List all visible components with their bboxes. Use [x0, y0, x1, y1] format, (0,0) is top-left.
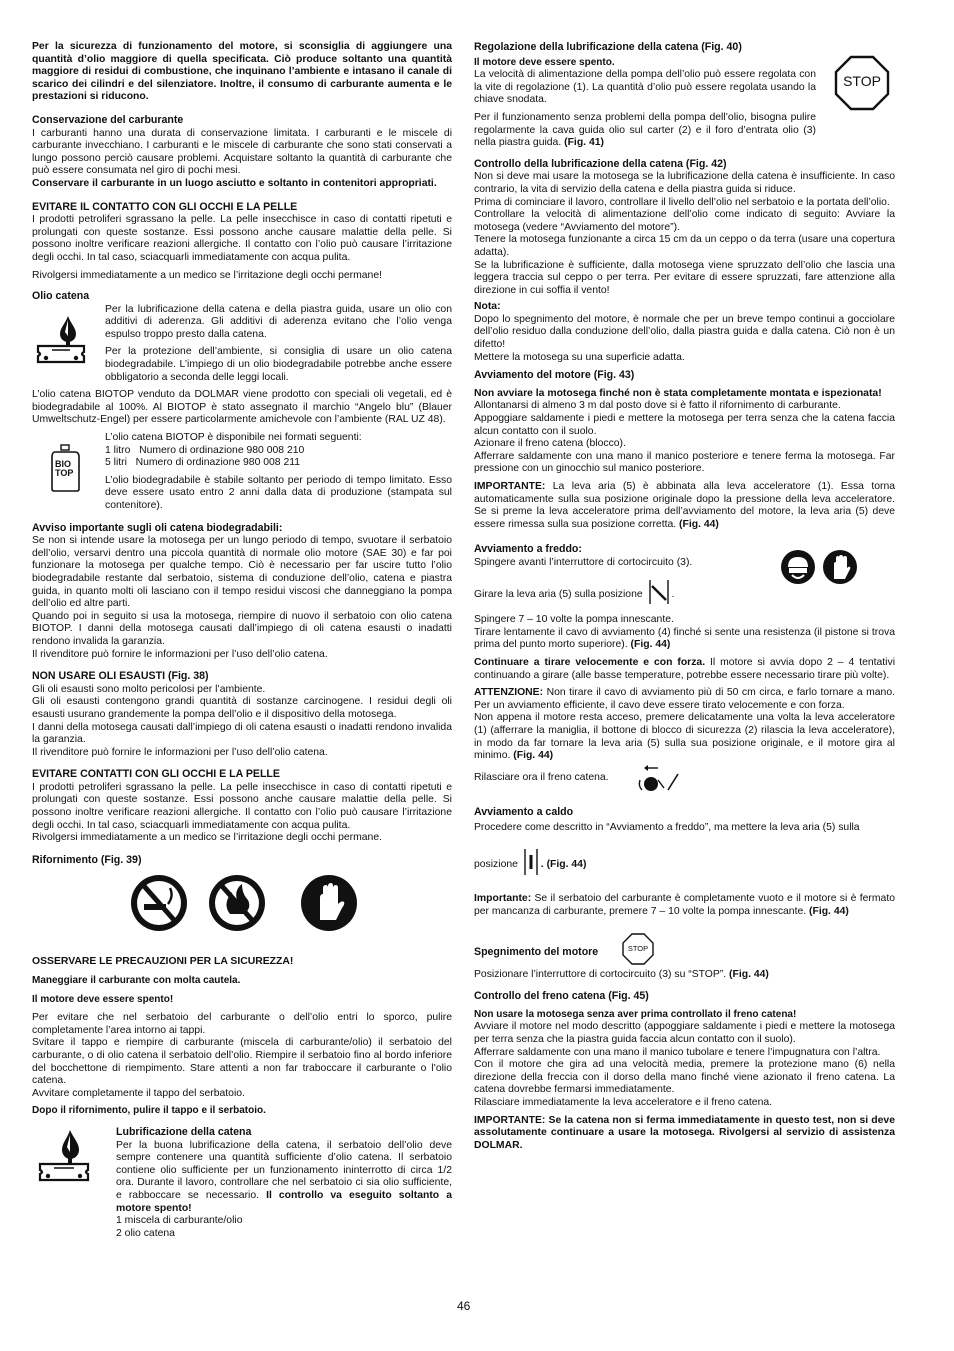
- chain-oil-p2: Per la protezione dell’ambiente, si consiglia di usare un olio catena biodegradabile. L’impiego di un olio biodegradabile potrebbe anche essere obbligatorio a seconda delle leggi locali.: [105, 346, 452, 383]
- cold-att-wrap: [474, 687, 895, 712]
- nota-label: Nota:: [474, 301, 501, 313]
- lube-paragraph: [116, 1140, 452, 1216]
- brake-l4: Rilasciare immediatamente la leva acceleratore e il freno catena.: [474, 1097, 773, 1108]
- brake-l2: Afferrare saldamente con una mano il manico tubolare e tenere l’impugnatura con l’altra.: [474, 1046, 881, 1058]
- warm-imp-text: Se il serbatoio del carburante è completamente vuoto e il motore si è fermato per mancanza di carburante, premere 7 – 10 volte la pompa innescante.: [474, 893, 895, 918]
- regulation-block: [474, 57, 895, 150]
- right-column: [474, 41, 895, 1157]
- cold-l2-end: .: [671, 588, 675, 600]
- oil-drop-chain-icon-2: [32, 1128, 96, 1195]
- cold-l1: Spingere avanti l’interruttore di cortocircuito (3).: [474, 556, 693, 568]
- chain-oil-block: [32, 304, 452, 385]
- regulation-heading: Regolazione della lubrificazione della catena (Fig. 40): [474, 41, 742, 53]
- brake-l3: Con il motore che gira ad una velocità media, premere la protezione mano (6) nella direzione della freccia con il dorso della mano finché viene azionato il freno catena. La catena dovrebbe fermarsi immediatamente.: [474, 1059, 895, 1096]
- start-l1: Allontanarsi di almeno 3 m dal posto dove si è fatto il rifornimento di carburante.: [474, 400, 841, 412]
- cold-p6: Rilasciare ora il freno catena.: [474, 771, 609, 783]
- intro-paragraph: Per la sicurezza di funzionamento del motore, si sconsiglia di aggiungere una quantità d’olio maggiore di quella specificata. Ciò produce soltanto una quantità maggiore di residui di combustione, che inquinano l’ambiente e intasano il canale di scarico dei cilindri e del silenziatore. Inoltre, il consumo di carburante aumenta e le prestazioni si riducono.: [32, 41, 452, 103]
- refuel-p1: Per evitare che nel serbatoio del carburante o dell’olio entri lo sporco, pulire completamente l’area intorno ai tappi.: [32, 1012, 452, 1036]
- regulation-p2: Per il funzionamento senza problemi della pompa dell’olio, bisogna pulire regolarmente la cava guida olio sul carter (2) e il foro d’entrata olio (3) nella piastra guida.: [474, 111, 816, 149]
- refuel-heading: Rifornimento (Fig. 39): [32, 853, 142, 866]
- cold-start-block: [474, 543, 895, 793]
- start-l4: Afferrare saldamente con una mano il manico posteriore e tenere ferma la motosega. Far pressione con un ginocchio sul manico posteriore.: [474, 450, 895, 475]
- cold-bold-lead: Continuare a tirare velocemente e con forza.: [474, 656, 706, 668]
- bio-notice-text3: Il rivenditore può fornire le informazioni per l’uso dell’olio catena.: [32, 648, 328, 660]
- bio-notice-heading: Avviso importante sugli oli catena biodegradabili:: [32, 521, 283, 534]
- brake-heading: Controllo del freno catena (Fig. 45): [474, 990, 649, 1003]
- skin2-heading: EVITARE CONTATTI CON GLI OCCHI E LA PELLE: [32, 768, 280, 781]
- biotop-1l: 1 litro Numero di ordinazione 980 008 210: [105, 444, 305, 456]
- warm-imp-label: Importante:: [474, 893, 532, 905]
- left-column: [32, 41, 452, 1240]
- waste-oil-l1: Gli oli esausti sono molto pericolosi per l’ambiente.: [32, 683, 266, 695]
- regulation-p2-wrap: [474, 112, 816, 150]
- regulation-p1: La velocità di alimentazione della pompa dell’olio può essere regolata con la vite di regolazione (1). La quantità d’olio può essere regolata usando la chiave snodata.: [474, 69, 816, 106]
- start-bold: Non avviare la motosega finché non è stata completamente montata e ispezionata!: [474, 387, 882, 399]
- cold-l4: Tirare lentamente il cavo di avviamento (4) finché si sente una resistenza (il pistone si trova prima del punto morto superiore).: [474, 626, 895, 651]
- warm-l1: Procedere come descritto in “Avviamento a freddo”, ma mettere la leva aria (5) sulla: [474, 822, 860, 834]
- lube-item-1: 1 miscela di carburante/olio: [116, 1215, 243, 1227]
- cold-p5-fig: (Fig. 44): [513, 750, 554, 762]
- warm-imp-fig: (Fig. 44): [809, 906, 849, 918]
- start-imp-wrap: [474, 481, 895, 531]
- lube-check-l3: Controllare la velocità di alimentazione dell’olio come indicato di seguito: Avviare la motosega (vedere “Avviamento del motore”).: [474, 209, 895, 233]
- start-l3: Azionare il freno catena (blocco).: [474, 438, 626, 450]
- chain-oil-p1: Per la lubrificazione della catena e della piastra guida, usare un olio con additivi di aderenza. Gli additivi di aderenza evitano che l’olio venga espulso troppo presto dalla catena.: [105, 303, 452, 340]
- choke-closed-icon: [646, 578, 672, 611]
- brake-bold: Non usare la motosega senza aver prima controllato il freno catena!: [474, 1008, 797, 1020]
- biotop-bottle-icon: [50, 444, 82, 497]
- cold-l4-fig: (Fig. 44): [630, 639, 671, 651]
- waste-oil-heading: NON USARE OLI ESAUSTI (Fig. 38): [32, 670, 209, 683]
- stop-engine-row: [474, 933, 895, 969]
- cold-att-label: ATTENZIONE:: [474, 687, 544, 699]
- chain-brake-release-icon: [634, 762, 682, 799]
- waste-oil-l4: Il rivenditore può fornire le informazioni per l’uso dell’olio catena.: [32, 746, 328, 758]
- start-l2: Appoggiare saldamente i piedi e mettere la motosega per terra senza che la catena faccia alcun contatto con il suolo.: [474, 413, 895, 437]
- chain-oil-p3: L’olio catena BIOTOP venduto da DOLMAR viene prodotto con speciali oli vegetali, ed è biodegradabile al 100%. Al BIOTOP è stato assegnato il marchio “Angelo blu” (Blauer Umweltschutz-Engel) per essere particolarmente amichevole con l’ambiente (RAL UZ 48).: [32, 389, 452, 426]
- refuel-bold1: Maneggiare il carburante con molta cautela.: [32, 975, 241, 987]
- lube-text: Per la buona lubrificazione della catena, il serbatoio dell’olio deve sempre contenere una quantità sufficiente d’olio catena. Il serbatoio contiene olio sufficiente per un funzionamento ininterrotto di circa 1/2 ora. Durante il lavoro, controllare che nel serbatoio ci sia olio sufficiente, e rabboccare se necessario.: [116, 1139, 452, 1201]
- cold-l3: Spingere 7 – 10 volte la pompa innescante.: [474, 614, 674, 626]
- refuel-icons: [32, 874, 452, 952]
- lube-item-2: 2 olio catena: [116, 1227, 175, 1239]
- gloves-icon: [300, 874, 358, 937]
- lube-check-l5: Se la lubrificazione è sufficiente, dalla motosega viene spruzzato dell’olio che lascia una leggera traccia sul ceppo o per terra. Per evitare di essere spruzzati, fare attenzione alla direzione in cui soffia il vento!: [474, 259, 895, 296]
- cold-att-text: Non tirare il cavo di avviamento più di 50 cm circa, e farlo tornare a mano. Per un avviamento efficiente, il cavo deve essere tirato velocemente e con forza.: [474, 687, 895, 711]
- stop-octagon-icon: [834, 55, 890, 116]
- no-smoking-icon: [130, 874, 188, 937]
- warm-l2: posizione: [474, 858, 518, 870]
- storage-text: I carburanti hanno una durata di conservazione limitata. I carburanti e le miscele di carburante invecchiano. I carburanti e le miscele di carburante che sono stati conservati a lungo possono perciò causare problemi. Acquistare soltanto la quantità di carburante che può essere consumata nel giro di pochi mesi.: [32, 127, 452, 177]
- refuel-p2: Svitare il tappo e riempire di carburante (miscela di carburante/olio) il serbatoio del carburante, o di olio catena il serbatoio dell’olio. Riempire il serbatoio fino al bordo inferiore del bocchettone di riempimento. Stare attenti a non far traboccare il carburante o l’olio catena.: [32, 1037, 452, 1087]
- biotop-stability: L’olio biodegradabile è stabile soltanto per periodo di tempo limitato. Esso deve essere usato entro 2 anni dalla data di produzione (stampata sul contenitore).: [105, 474, 452, 511]
- cold-l4-wrap: [474, 627, 895, 652]
- lube-bold: Il controllo va eseguito soltanto a motore spento!: [116, 1189, 452, 1214]
- stop-label: STOP: [843, 72, 881, 89]
- choke-open-icon: [521, 847, 541, 882]
- cold-p5: Non appena il motore resta acceso, premere delicatamente una volta la leva acceleratore (1) (afferrare la maniglia, il bottone di blocco di sicurezza (2) rilascia la leva acceleratore), in modo da far tornare la leva aria (5) sulla sua posizione originale, e il motore gira al minimo.: [474, 712, 895, 762]
- stop-text-wrap: [474, 969, 895, 982]
- cold-p5-wrap: [474, 712, 895, 762]
- brake-l1: Avviare il motore nel modo descritto (appoggiare saldamente i piedi e mettere la motosega per terra senza che la piastra guida faccia alcun contatto con il suolo).: [474, 1021, 895, 1046]
- skin1-heading: EVITARE IL CONTATTO CON GLI OCCHI E LA PELLE: [32, 200, 298, 213]
- cold-b-wrap: [474, 657, 895, 682]
- stop-fig: (Fig. 44): [729, 968, 769, 980]
- regulation-bold: Il motore deve essere spento.: [474, 56, 615, 68]
- lube-check-heading: Controllo della lubrificazione della catena (Fig. 42): [474, 157, 727, 170]
- bio-notice-text: Se non si intende usare la motosega per un lungo periodo di tempo, svuotare il serbatoio dell’olio, versarvi dentro una piccola quantità di normale olio motore (SAE 30) e far poi funzionare la motosega per qualche tempo. Ciò è necessario per far uscire tutto l’olio biodegradabile restante dal serbatoio, sistema di conduzione dell’olio, catena e piastra guida, in quanto molti oli lasciano con il tempo residui viscosi che danneggiano la pompa dell’olio ed altre parti.: [32, 535, 452, 610]
- cold-p6-row: [474, 768, 895, 794]
- start-imp-text: La leva aria (5) è abbinata alla leva acceleratore (1). Essa torna automaticamente sulla sua posizione originale dopo la pressione della leva acceleratore. Se si preme la leva acceleratore prima dell’avviamento del motore, la leva aria (5) deve essere rimessa sulla sua posizione corretta.: [474, 481, 895, 530]
- cold-bold-rest: Il motore si avvia dopo 2 – 4 tentativi continuando a girare (alle basse temperature, potrebbe essere necessario tirare più volte).: [474, 656, 895, 681]
- stop-text: Posizionare l’interruttore di cortocircuito (3) su “STOP”.: [474, 968, 727, 980]
- safety-heading: OSSERVARE LE PRECAUZIONI PER LA SICUREZZA!: [32, 956, 294, 968]
- skin1-text: I prodotti petroliferi sgrassano la pelle. La pelle insecchisce in caso di contatti ripetuti e prolungati con queste sostanze. Essi possono anche causare malattie della pelle. Si possono inoltre verificare reazioni allergiche. Il contatto con l’olio può causare l’irritazione degli occhi. In tal caso, sciacquarli immediatamente con acqua pulita.: [32, 214, 452, 263]
- storage-heading: Conservazione del carburante: [32, 113, 184, 126]
- refuel-bold2: Il motore deve essere spento!: [32, 993, 174, 1005]
- regulation-p2-fig: (Fig. 41): [564, 137, 604, 149]
- nota-text: Dopo lo spegnimento del motore, è normale che per un breve tempo continui a gocciolare dell’olio residuo dalla conduzione dell’olio, dalla piastra guida e dalla catena. Ciò non è un difetto!: [474, 313, 895, 351]
- skin1-text2: Rivolgersi immediatamente a un medico se l’irritazione degli occhi permane!: [32, 269, 382, 281]
- storage-bold: Conservare il carburante in un luogo asciutto e soltanto in contenitori appropriati.: [32, 177, 437, 189]
- warm-l2-fig: . (Fig. 44): [540, 858, 587, 870]
- lube-heading: Lubrificazione della catena: [116, 1125, 252, 1138]
- lube-check-l4: Tenere la motosega funzionante a circa 15 cm da un ceppo o da terra (usare una copertura adatta).: [474, 234, 895, 258]
- no-fire-icon: [208, 874, 266, 937]
- lube-block: [32, 1126, 452, 1240]
- helmet-icon: [780, 549, 816, 590]
- start-heading: Avviamento del motore (Fig. 43): [474, 369, 635, 382]
- biotop-block: [32, 432, 452, 513]
- lube-check-l2: Prima di cominciare il lavoro, controllare il livello dell’olio nel serbatoio e la portata dell’olio.: [474, 196, 890, 208]
- waste-oil-l2: Gli oli esausti contengono grandi quantità di sostanze carcinogene. I residui degli oli esausti usurano grandemente la pompa dell’olio e il dispositivo della motosega.: [32, 696, 452, 720]
- oil-drop-chain-icon: [32, 312, 90, 375]
- page-number: 46: [457, 1299, 471, 1313]
- start-imp-fig: (Fig. 44): [679, 518, 719, 530]
- warm-imp-wrap: [474, 893, 895, 918]
- start-imp-label: IMPORTANTE:: [474, 481, 546, 492]
- glove-icon: [822, 549, 858, 590]
- bio-label: BIO: [55, 459, 72, 470]
- refuel-bold3: Dopo il rifornimento, pulire il tappo e il serbatoio.: [32, 1105, 266, 1117]
- stop-small-label: STOP: [627, 943, 649, 953]
- stop-small-octagon-icon: [622, 933, 654, 970]
- top-label: TOP: [55, 468, 74, 479]
- lube-check-l1: Non si deve mai usare la motosega se la lubrificazione della catena è insufficiente. In caso contrario, la vita di servizio della catena e della piastra guida si riduce.: [474, 171, 895, 195]
- skin2-text: I prodotti petroliferi sgrassano la pelle. La pelle insecchisce in caso di contatti ripetuti e prolungati con queste sostanze. Essi possono anche causare malattie della pelle. Si possono inoltre verificare reazioni allergiche. Il contatto con l’olio può causare l’irritazione degli occhi. In tal caso, sciacquarli immediatamente con acqua pulita.: [32, 781, 452, 831]
- warm-heading: Avviamento a caldo: [474, 805, 574, 818]
- chain-oil-heading: Olio catena: [32, 290, 90, 303]
- refuel-p3: Avvitare completamente il tappo del serbatoio.: [32, 1087, 245, 1099]
- bio-notice-text2: Quando poi in seguito si usa la motosega, riempire di nuovo il serbatoio con olio catena BIOTOP. I danni della motosega causati dall’impiego di oli catena esausti o inadatti rendono invalida la garanzia.: [32, 610, 452, 647]
- biotop-formats: L’olio catena BIOTOP è disponibile nei formati seguenti:: [105, 432, 362, 444]
- skin2-text2: Rivolgersi immediatamente a un medico se l’irritazione degli occhi permane.: [32, 832, 382, 844]
- cold-l2: Girare la leva aria (5) sulla posizione: [474, 588, 643, 600]
- nota-text2: Mettere la motosega su una superficie adatta.: [474, 351, 685, 363]
- stop-heading: Spegnimento del motore: [474, 945, 599, 958]
- biotop-5l: 5 litri Numero di ordinazione 980 008 211: [105, 457, 301, 469]
- waste-oil-l3: I danni della motosega causati dall’impiego di oli catena esausti o inadatti rendono invalida la garanzia.: [32, 721, 452, 746]
- brake-important: IMPORTANTE: Se la catena non si ferma immediatamente in questo test, non si deve assolutamente continuare a usare la motosega. Rivolgersi al servizio di assistenza DOLMAR.: [474, 1114, 895, 1151]
- warm-l2-wrap: [474, 847, 895, 882]
- cold-heading: Avviamento a freddo:: [474, 543, 582, 556]
